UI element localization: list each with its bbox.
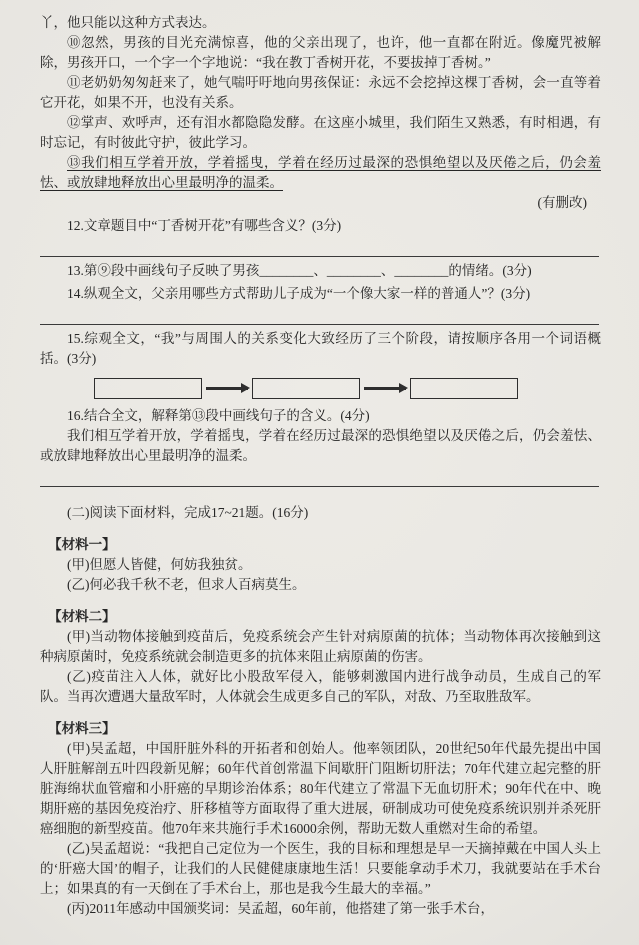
story-paragraph-11: ⑪老奶奶匆匆赶来了，她气喘吁吁地向男孩保证：永远不会挖掉这棵丁香树，会一直等着它开花，如果不开，也没有关系。 [40,75,601,110]
edit-note: (有删改) [537,195,587,210]
question-14: 14.纵观全文，父亲用哪些方式帮助儿子成为“一个像大家一样的普通人”？(3分) [67,286,531,301]
material-1-jia: (甲)但愿人皆健，何妨我独贫。 [67,557,252,572]
question-16-quote: 我们相互学着开放，学着摇曳，学着在经历过最深的恐惧绝望以及厌倦之后，仍会羞怯、或放肆地释放出心里最明净的温柔。 [40,428,601,463]
story-continuation-line: 丫，他只能以这种方式表达。 [40,15,216,30]
material-2-yi: (乙)疫苗注入人体，就好比小股敌军侵入，能够刺激国内进行战争动员，生成自己的军队。当再次遭遇大量敌军时，人体就会生成更多自己的军队，对敌、乃至取胜敌军。 [40,669,601,704]
question-12: 12.文章题目中“丁香树开花”有哪些含义？(3分) [67,218,342,233]
material-3-bing: (丙)2011年感动中国颁奖词：吴孟超，60年前，他搭建了第一张手术台， [67,901,494,916]
answer-line-q14 [40,304,599,325]
stage-box-3 [410,378,518,399]
arrow-right-icon [364,387,406,389]
question-16: 16.结合全文，解释第⑬段中画线句子的含义。(4分) [67,408,370,423]
story-paragraph-13-underlined: ⑬我们相互学着开放，学着摇曳，学着在经历过最深的恐惧绝望以及厌倦之后，仍会羞怯、或放肆地释放出心里最明净的温柔。 [40,155,601,190]
question-13: 13.第⑨段中画线句子反映了男孩________、________、________的情绪。(3分) [67,263,532,278]
question-15: 15.综观全文，“我”与周围人的关系变化大致经历了三个阶段，请按顺序各用一个词语概括。(3分) [40,331,601,366]
stage-box-1 [94,378,202,399]
arrow-right-icon [206,387,248,389]
material-1-header: 【材料一】 [48,537,116,552]
material-2-jia: (甲)当动物体接触到疫苗后，免疫系统会产生针对病原菌的抗体；当动物体再次接触到这种病原菌时，免疫系统就会制造更多的抗体来阻止病原菌的伤害。 [40,629,601,664]
stage-box-2 [252,378,360,399]
material-1-yi: (乙)何必我千秋不老，但求人百病莫生。 [67,577,306,592]
story-paragraph-10: ⑩忽然，男孩的目光充满惊喜，他的父亲出现了，也许，他一直都在附近。像魔咒被解除，男孩开口，一个字一个字地说：“我在教丁香树开花，不要拔掉丁香树。” [40,35,601,70]
story-paragraph-12: ⑫掌声、欢呼声，还有泪水都隐隐发酵。在这座小城里，我们陌生又熟悉，有时相遇，有时忘记，有时彼此守护，彼此学习。 [40,115,601,150]
material-3-jia: (甲)吴孟超，中国肝脏外科的开拓者和创始人。他率领团队，20世纪50年代最先提出中国人肝脏解剖五叶四段新见解；60年代首创常温下间歇肝门阻断切肝法；70年代建立起完整的肝脏海绵状血管瘤和小肝癌的早期诊治体系；80年代建立了常温下无血切肝术；90年代在中、晚期肝癌的基因免疫治疗、肝移植等方面取得了重大进展，研制成功可使免疫系统识别并杀死肝癌细胞的新型疫苗。他70年来共施行手术16000余例，帮助无数人重燃对生命的希望。 [40,741,601,836]
material-3-yi: (乙)吴孟超说：“我把自己定位为一个医生，我的目标和理想是早一天摘掉戴在中国人头上的‘肝癌大国’的帽子，让我们的人民健健康康地生活！只要能拿动手术刀，我就要站在手术台上；如果真的有一天倒在了手术台上，那也是我今生最大的幸福。” [40,841,601,896]
material-3-header: 【材料三】 [48,721,116,736]
answer-line-q12 [40,236,599,257]
stage-flowchart [94,378,601,399]
answer-line-q16 [40,466,599,487]
section-2-title: (二)阅读下面材料，完成17~21题。(16分) [67,505,309,520]
material-2-header: 【材料二】 [48,609,116,624]
